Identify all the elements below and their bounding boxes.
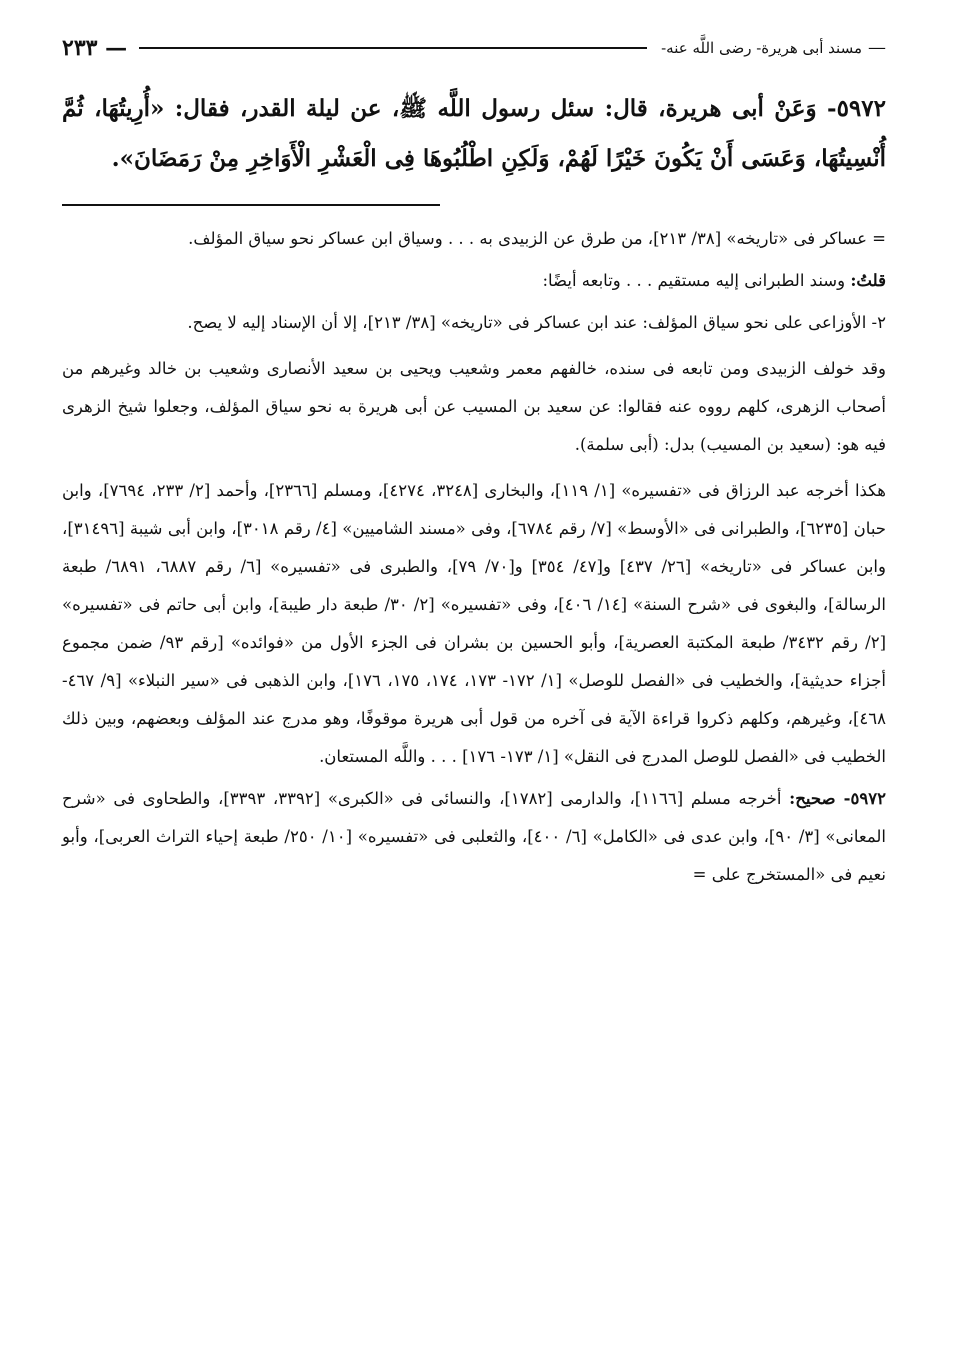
footnotes <box>62 220 886 894</box>
page-number: — ٢٣٣ <box>62 35 128 61</box>
running-header <box>62 28 886 68</box>
header-rule <box>139 47 647 49</box>
footnote-label: قلتُ: <box>850 271 886 290</box>
footnote-paragraph: ٢- الأوزاعى على نحو سياق المؤلف: عند ابن عساكر فى «تاريخه» [٣٨/ ٢١٣]، إلا أن الإسناد إليه لا يصح. <box>187 313 886 332</box>
footnote-paragraph <box>62 262 886 300</box>
footnote-text: وسند الطبرانى إليه مستقيم . . . وتابعه أيضًا: <box>542 271 851 290</box>
footnote-paragraph: = عساكر فى «تاريخه» [٣٨/ ٢١٣]، من طرق عن الزبيدى به . . . وسياق ابن عساكر نحو سياق المؤلف. <box>188 229 886 248</box>
footnote-label: ٥٩٧٢- صحيح: <box>789 789 886 808</box>
footnote-text: أخرجه مسلم [١١٦٦]، والدارمى [١٧٨٢]، والنسائى فى «الكبرى» [٣٣٩٢، ٣٣٩٣]، والطحاوى فى «شرح المعانى» [٣/ ٩٠]، وابن عدى فى «الكامل» [٦/ ٤٠٠]، والثعلبى فى «تفسيره» [١٠/ ٢٥٠/ طبعة إحياء التراث العربى]، وأبو نعيم فى «المستخرج على = <box>62 789 887 884</box>
book-page <box>62 28 886 898</box>
header-dash: — <box>868 37 886 58</box>
hadith-number: ٥٩٧٢- <box>827 95 886 122</box>
hadith-main <box>62 84 886 184</box>
footnote-paragraph <box>62 780 886 894</box>
footnote-paragraph: هكذا أخرجه عبد الرزاق فى «تفسيره» [١/ ١١٩]، والبخارى [٣٢٤٨، ٤٢٧٤]، ومسلم [٢٣٦٦]، وأحمد [٢/ ٢٣٣، ٧٦٩٤]، وابن حبان [٦٢٣٥]، والطبرانى فى «الأوسط» [٧/ رقم ٦٧٨٤]، وفى «مسند الشاميين» [٤/ رقم ٣٠١٨]، وابن أبى شيبة [٣١٤٩٦]، وابن عساكر فى «تاريخه» [٢٦/ ٤٣٧] و[٤٧/ ٣٥٤] و[٧٠/ ٧٩]، والطبرى فى «تفسيره» [٦/ رقم ٦٨٨٧، ٦٨٩١/ طبعة الرسالة]، والبغوى فى «شرح السنة» [١٤/ ٤٠٦]، وفى «تفسيره» [٢/ ٣٠/ طبعة دار طيبة]، وابن أبى حاتم فى «تفسيره» [٢/ رقم ٣٤٣٢/ طبعة المكتبة العصرية]، وأبو الحسين بن بشران فى الجزء الأول من «فوائده» [رقم ٩٣/ ضمن مجموع أجزاء حديثية]، والخطيب فى «الفصل للوصل» [١/ ١٧٢- ١٧٣، ١٧٤، ١٧٥، ١٧٦]، وابن الذهبى فى «سير النبلاء» [٩/ ٤٦٧- ٤٦٨]، وغيرهم، وكلهم ذكروا قراءة الآية فى آخره من قول أبى هريرة موقوفًا، وهو مدرج عند المؤلف وبعضهم، وبين ذلك الخطيب فى «الفصل للوصل المدرج فى النقل» [١/ ١٧٣- ١٧٦] . . . واللَّه المستعان. <box>62 481 887 766</box>
footnote-separator <box>62 204 440 206</box>
hadith-text: وَعَنْ أبى هريرة، قال: سئل رسول اللَّه ﷺ، عن ليلة القدر، فقال: «أُرِيتُهَا، ثُمَّ أُنْسِيتُهَا، وَعَسَى أَنْ يَكُونَ خَيْرًا لَهُمْ، وَلَكِنِ اطْلُبُوهَا فِى الْعَشْرِ الْأَوَاخِرِ مِنْ رَمَضَانَ». <box>62 95 886 172</box>
header-title: مسند أبى هريرة- رضى اللَّه عنه- <box>661 39 862 57</box>
footnote-paragraph: وقد خولف الزبيدى ومن تابعه فى سنده، خالفهم معمر وشعيب ويحيى بن سعيد الأنصارى وشعيب بن خالد وغيرهم من أصحاب الزهرى، كلهم رووه عنه فقالوا: عن سعيد بن المسيب عن أبى هريرة به نحو سياق المؤلف، وجعلوا شيخ الزهرى فيه هو: (سعيد بن المسيب) بدل: (أبى سلمة). <box>62 359 886 454</box>
